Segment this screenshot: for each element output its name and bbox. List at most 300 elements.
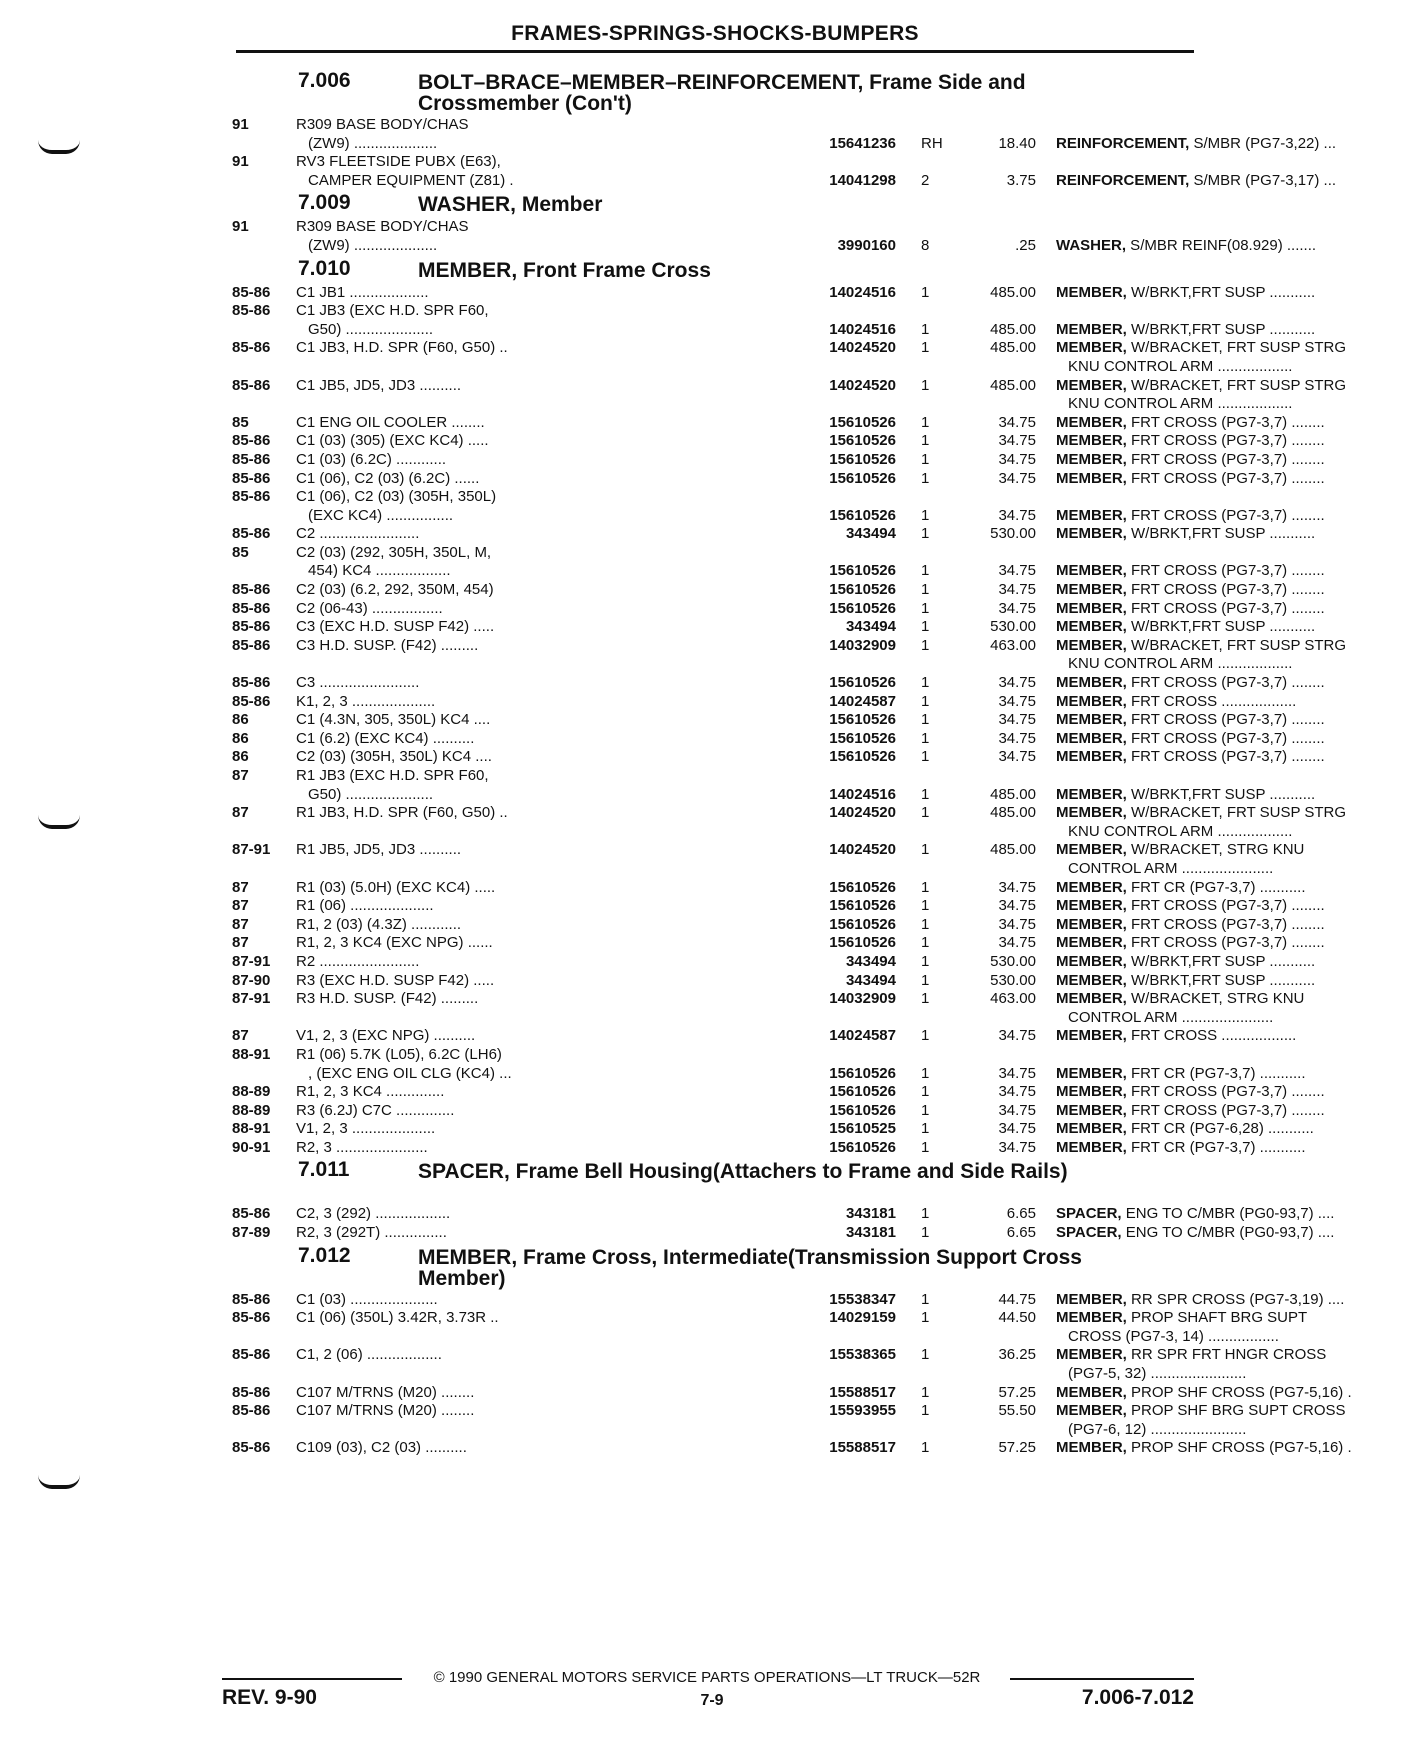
- quantity: 1: [921, 1205, 930, 1223]
- table-row: [228, 562, 1325, 581]
- table-row: [228, 1439, 1352, 1458]
- part-name: MEMBER, W/BRKT,FRT SUSP ...........: [1056, 283, 1316, 301]
- table-row: [228, 785, 1316, 805]
- section-title: BOLT–BRACE–MEMBER–REINFORCEMENT, Frame Side and Crossmember (Con't): [418, 71, 1026, 115]
- part-number: 15593955: [829, 1402, 896, 1420]
- price: 36.25: [998, 1346, 1036, 1364]
- model-year: 85-86: [232, 674, 271, 692]
- part-number: 343494: [845, 618, 896, 636]
- model-year: 87: [232, 1027, 249, 1045]
- price: 530.00: [990, 971, 1036, 989]
- quantity: 1: [921, 636, 930, 654]
- model-year: 85-86: [232, 581, 271, 599]
- model-year: 85-86: [232, 302, 271, 320]
- usage-description: R1 JB3, H.D. SPR (F60, G50) ..: [296, 804, 508, 822]
- quantity: 1: [921, 1383, 930, 1401]
- model-year: 86: [232, 748, 249, 766]
- usage-description: G50) .....................: [308, 785, 434, 803]
- quantity: 1: [921, 283, 930, 301]
- table-row: [228, 767, 1198, 786]
- part-name: MEMBER, FRT CROSS ..................: [1056, 692, 1297, 710]
- part-number: 15610526: [829, 934, 896, 952]
- section-title: MEMBER, Frame Cross, Intermediate(Transmission Support Cross Member): [418, 1245, 1082, 1290]
- model-year: 87: [232, 915, 249, 933]
- part-number: 14029159: [829, 1309, 896, 1327]
- part-number: 15610525: [829, 1120, 896, 1138]
- quantity: 2: [921, 171, 930, 189]
- part-number: 15610526: [829, 897, 896, 915]
- part-number: 15588517: [829, 1439, 896, 1457]
- table-row: [228, 674, 1325, 693]
- table-row: [228, 878, 1306, 898]
- model-year: 87-89: [232, 1224, 271, 1242]
- footer-rule: [1010, 1678, 1194, 1680]
- price: 34.75: [998, 711, 1036, 729]
- part-number: 15610526: [829, 674, 896, 692]
- binder-hole-mark: [38, 815, 80, 829]
- table-row: [228, 581, 1325, 600]
- usage-description: G50) .....................: [308, 320, 434, 338]
- quantity: 1: [921, 450, 930, 468]
- usage-description: C1 JB5, JD5, JD3 ..........: [296, 376, 462, 394]
- table-row: [228, 339, 1347, 376]
- usage-description: C1 JB3, H.D. SPR (F60, G50) ..: [296, 339, 508, 357]
- price: 6.65: [1006, 1205, 1036, 1223]
- part-number: 14024587: [829, 692, 896, 710]
- table-row: [228, 134, 1337, 154]
- model-year: 85-86: [232, 1439, 271, 1457]
- table-row: [228, 711, 1325, 730]
- model-year: 85-86: [232, 525, 271, 543]
- section-heading: [228, 1243, 1198, 1291]
- price: 34.75: [998, 562, 1036, 580]
- price: 44.75: [998, 1290, 1036, 1308]
- part-number: 3990160: [837, 236, 896, 254]
- part-number: 15610526: [829, 729, 896, 747]
- usage-description: R309 BASE BODY/CHAS: [296, 218, 469, 236]
- model-year: 87-91: [232, 952, 271, 970]
- table-row: [228, 897, 1325, 916]
- model-year: 85-86: [232, 376, 271, 394]
- section-number: 7.010: [298, 256, 351, 280]
- price: .25: [1015, 236, 1036, 254]
- part-number: 15610526: [829, 1064, 896, 1082]
- model-year: 85-86: [232, 1205, 271, 1223]
- quantity: RH: [921, 134, 943, 152]
- price: 34.75: [998, 1101, 1036, 1119]
- table-row: [228, 525, 1316, 544]
- price: 463.00: [990, 990, 1036, 1008]
- price: 6.65: [1006, 1224, 1036, 1242]
- part-name: MEMBER, W/BRACKET, STRG KNU CONTROL ARM ......................: [1056, 841, 1305, 877]
- part-name: MEMBER, PROP SHF BRG SUPT CROSS (PG7-6, 12) .......................: [1056, 1402, 1346, 1438]
- part-name: MEMBER, W/BRKT,FRT SUSP ...........: [1056, 320, 1316, 338]
- part-name: SPACER, ENG TO C/MBR (PG0-93,7) ....: [1056, 1224, 1335, 1242]
- model-year: 91: [232, 116, 249, 133]
- quantity: 1: [921, 674, 930, 692]
- table-row: [228, 748, 1325, 767]
- price: 34.75: [998, 878, 1036, 896]
- table-row: [228, 376, 1347, 414]
- usage-description: C2, 3 (292) ..................: [296, 1205, 451, 1223]
- price: 34.75: [998, 599, 1036, 617]
- model-year: 87: [232, 804, 249, 822]
- quantity: 1: [921, 562, 930, 580]
- part-number: 15610526: [829, 1101, 896, 1119]
- model-year: 87: [232, 767, 249, 784]
- quantity: 8: [921, 236, 930, 254]
- price: 485.00: [990, 339, 1036, 357]
- table-row: [228, 1402, 1346, 1439]
- table-row: [228, 1083, 1325, 1102]
- table-row: [228, 841, 1305, 878]
- quantity: 1: [921, 1083, 930, 1101]
- usage-description: R2, 3 (292T) ...............: [296, 1224, 447, 1242]
- part-name: REINFORCEMENT, S/MBR (PG7-3,22) ...: [1056, 134, 1337, 152]
- table-row: [228, 599, 1325, 619]
- quantity: 1: [921, 711, 930, 729]
- table-row: [228, 1064, 1306, 1084]
- footer-section-range: 7.006-7.012: [1081, 1686, 1194, 1709]
- price: 34.75: [998, 581, 1036, 599]
- usage-description: R3 H.D. SUSP. (F42) .........: [296, 990, 479, 1008]
- usage-description: R1 (06) 5.7K (L05), 6.2C (LH6): [296, 1045, 502, 1063]
- part-name: MEMBER, PROP SHF CROSS (PG7-5,16) .: [1056, 1383, 1352, 1401]
- part-name: SPACER, ENG TO C/MBR (PG0-93,7) ....: [1056, 1205, 1335, 1223]
- usage-description: C1 (06), C2 (03) (305H, 350L): [296, 488, 497, 506]
- table-row: [228, 1309, 1308, 1346]
- model-year: 85-86: [232, 432, 271, 450]
- part-name: MEMBER, PROP SHF CROSS (PG7-5,16) .: [1056, 1439, 1352, 1457]
- quantity: 1: [921, 692, 930, 710]
- model-year: 85-86: [232, 283, 271, 301]
- part-number: 14024516: [829, 320, 896, 338]
- price: 34.75: [998, 450, 1036, 468]
- part-name: MEMBER, W/BRKT,FRT SUSP ...........: [1056, 618, 1316, 636]
- model-year: 85-86: [232, 599, 271, 617]
- part-number: 343181: [845, 1224, 896, 1242]
- quantity: 1: [921, 971, 930, 989]
- table-row: [228, 488, 1198, 507]
- part-number: 15610526: [829, 1138, 896, 1156]
- table-row: [228, 934, 1325, 953]
- table-row: [228, 729, 1325, 749]
- price: 34.75: [998, 729, 1036, 747]
- part-name: MEMBER, W/BRACKET, FRT SUSP STRG KNU CONTROL ARM ..................: [1056, 339, 1347, 375]
- part-name: MEMBER, W/BRACKET, FRT SUSP STRG KNU CONTROL ARM ..................: [1056, 804, 1347, 840]
- part-number: 14024520: [829, 376, 896, 394]
- part-name: MEMBER, FRT CROSS (PG7-3,7) ........: [1056, 674, 1325, 692]
- price: 3.75: [1006, 171, 1036, 189]
- usage-description: C3 (EXC H.D. SUSP F42) .....: [296, 618, 495, 636]
- part-name: MEMBER, RR SPR CROSS (PG7-3,19) ....: [1056, 1290, 1345, 1308]
- price: 57.25: [998, 1383, 1036, 1401]
- price: 34.75: [998, 674, 1036, 692]
- section-number: 7.011: [298, 1158, 350, 1182]
- usage-description: R1 (06) ....................: [296, 897, 434, 915]
- usage-description: C1 (4.3N, 305, 350L) KC4 ....: [296, 711, 491, 729]
- usage-description: R309 BASE BODY/CHAS: [296, 116, 469, 133]
- model-year: 88-89: [232, 1083, 271, 1101]
- part-name: MEMBER, FRT CROSS (PG7-3,7) ........: [1056, 1083, 1325, 1101]
- quantity: 1: [921, 1101, 930, 1119]
- page-header: FRAMES-SPRINGS-SHOCKS-BUMPERS: [511, 22, 919, 45]
- table-row: [228, 1101, 1325, 1121]
- table-row: [228, 1383, 1352, 1403]
- table-row: [228, 971, 1316, 991]
- usage-description: C1 JB3 (EXC H.D. SPR F60,: [296, 302, 489, 320]
- model-year: 85-86: [232, 488, 271, 506]
- model-year: 86: [232, 711, 249, 729]
- table-row: [228, 692, 1297, 712]
- part-name: MEMBER, FRT CROSS (PG7-3,7) ........: [1056, 1101, 1325, 1119]
- usage-description: C109 (03), C2 (03) ..........: [296, 1439, 467, 1457]
- quantity: 1: [921, 1309, 930, 1327]
- part-name: MEMBER, FRT CROSS (PG7-3,7) ........: [1056, 432, 1325, 450]
- usage-description: (ZW9) ....................: [308, 134, 438, 152]
- part-number: 15610526: [829, 432, 896, 450]
- price: 18.40: [998, 134, 1036, 152]
- price: 34.75: [998, 1064, 1036, 1082]
- usage-description: R3 (EXC H.D. SUSP F42) .....: [296, 971, 495, 989]
- quantity: 1: [921, 599, 930, 617]
- part-name: MEMBER, FRT CR (PG7-6,28) ...........: [1056, 1120, 1314, 1138]
- quantity: 1: [921, 1439, 930, 1457]
- price: 34.75: [998, 432, 1036, 450]
- usage-description: R1, 2, 3 KC4 (EXC NPG) ......: [296, 934, 493, 952]
- model-year: 85-86: [232, 692, 271, 710]
- part-number: 15610526: [829, 711, 896, 729]
- usage-description: C1 (03) .....................: [296, 1290, 438, 1308]
- price: 34.75: [998, 1083, 1036, 1101]
- usage-description: , (EXC ENG OIL CLG (KC4) ...: [308, 1064, 512, 1082]
- table-row: [228, 952, 1316, 972]
- usage-description: C107 M/TRNS (M20) ........: [296, 1383, 475, 1401]
- quantity: 1: [921, 952, 930, 970]
- usage-description: C1 JB1 ...................: [296, 283, 429, 301]
- binder-hole-mark: [38, 140, 80, 154]
- table-row: [228, 618, 1316, 637]
- usage-description: C2 (03) (305H, 350L) KC4 ....: [296, 748, 492, 766]
- price: 485.00: [990, 376, 1036, 394]
- usage-description: (EXC KC4) ................: [308, 506, 454, 524]
- model-year: 85-86: [232, 450, 271, 468]
- section-heading: [228, 69, 1198, 116]
- part-number: 15538347: [829, 1290, 896, 1308]
- header-rule: [236, 50, 1194, 53]
- quantity: 1: [921, 1120, 930, 1138]
- table-row: [228, 302, 1198, 321]
- quantity: 1: [921, 1290, 930, 1308]
- section-number: 7.009: [298, 191, 351, 215]
- part-name: MEMBER, W/BRACKET, FRT SUSP STRG KNU CONTROL ARM ..................: [1056, 376, 1347, 413]
- part-name: MEMBER, FRT CROSS (PG7-3,7) ........: [1056, 748, 1325, 766]
- part-name: MEMBER, FRT CR (PG7-3,7) ...........: [1056, 1064, 1306, 1082]
- section-number: 7.012: [298, 1243, 351, 1267]
- model-year: 85-86: [232, 1402, 271, 1420]
- price: 34.75: [998, 934, 1036, 952]
- part-number: 15610526: [829, 450, 896, 468]
- part-number: 15610526: [829, 581, 896, 599]
- table-row: [228, 432, 1325, 451]
- quantity: 1: [921, 1064, 930, 1082]
- price: 55.50: [998, 1402, 1036, 1420]
- part-number: 15641236: [829, 134, 896, 152]
- price: 34.75: [998, 692, 1036, 710]
- part-name: MEMBER, FRT CROSS (PG7-3,7) ........: [1056, 469, 1325, 487]
- part-number: 14032909: [829, 636, 896, 654]
- table-row: [228, 218, 1198, 237]
- model-year: 88-91: [232, 1045, 271, 1063]
- quantity: 1: [921, 618, 930, 636]
- quantity: 1: [921, 376, 930, 394]
- model-year: 85-86: [232, 1290, 271, 1308]
- part-name: MEMBER, FRT CROSS (PG7-3,7) ........: [1056, 413, 1325, 431]
- table-row: [228, 236, 1317, 256]
- quantity: 1: [921, 432, 930, 450]
- model-year: 85-86: [232, 636, 271, 654]
- usage-description: C2 (03) (292, 305H, 350L, M,: [296, 543, 492, 561]
- table-row: [228, 469, 1325, 489]
- part-number: 15610526: [829, 413, 896, 431]
- quantity: 1: [921, 934, 930, 952]
- price: 530.00: [990, 952, 1036, 970]
- part-name: MEMBER, W/BRACKET, STRG KNU CONTROL ARM ......................: [1056, 990, 1305, 1026]
- part-name: MEMBER, FRT CR (PG7-3,7) ...........: [1056, 1138, 1306, 1156]
- model-year: 91: [232, 218, 249, 236]
- table-row: [228, 915, 1325, 935]
- part-number: 343181: [845, 1205, 896, 1223]
- usage-description: C1 (06) (350L) 3.42R, 3.73R ..: [296, 1309, 499, 1327]
- part-number: 15538365: [829, 1346, 896, 1364]
- quantity: 1: [921, 339, 930, 357]
- footer-rule: [222, 1678, 402, 1680]
- price: 34.75: [998, 915, 1036, 933]
- model-year: 87: [232, 934, 249, 952]
- part-name: MEMBER, FRT CROSS (PG7-3,7) ........: [1056, 562, 1325, 580]
- quantity: 1: [921, 897, 930, 915]
- usage-description: R2 ........................: [296, 952, 420, 970]
- section-title: SPACER, Frame Bell Housing(Attachers to Frame and Side Rails): [418, 1160, 1068, 1184]
- usage-description: C1 (03) (6.2C) ............: [296, 450, 447, 468]
- table-row: [228, 544, 1198, 563]
- table-row: [228, 1346, 1327, 1383]
- price: 485.00: [990, 841, 1036, 859]
- price: 34.75: [998, 748, 1036, 766]
- table-row: [228, 1205, 1335, 1224]
- table-row: [228, 1138, 1306, 1158]
- price: 34.75: [998, 1120, 1036, 1138]
- table-row: [228, 116, 1198, 135]
- model-year: 88-89: [232, 1101, 271, 1119]
- model-year: 87: [232, 897, 249, 915]
- usage-description: R3 (6.2J) C7C ..............: [296, 1101, 455, 1119]
- quantity: 1: [921, 990, 930, 1008]
- part-number: 15610526: [829, 878, 896, 896]
- part-number: 14032909: [829, 990, 896, 1008]
- part-name: WASHER, S/MBR REINF(08.929) .......: [1056, 236, 1317, 254]
- usage-description: R1, 2, 3 KC4 ..............: [296, 1083, 445, 1101]
- table-row: [228, 1224, 1335, 1243]
- table-row: [228, 636, 1347, 674]
- table-row: [228, 804, 1347, 841]
- usage-description: C3 ........................: [296, 674, 420, 692]
- part-name: MEMBER, FRT CROSS (PG7-3,7) ........: [1056, 599, 1325, 617]
- quantity: 1: [921, 878, 930, 896]
- part-number: 14024516: [829, 283, 896, 301]
- section-title: WASHER, Member: [418, 193, 603, 217]
- price: 485.00: [990, 804, 1036, 822]
- model-year: 87-91: [232, 990, 271, 1008]
- model-year: 85-86: [232, 1309, 271, 1327]
- model-year: 87: [232, 878, 249, 896]
- model-year: 85: [232, 543, 249, 561]
- quantity: 1: [921, 413, 930, 431]
- usage-description: V1, 2, 3 (EXC NPG) ..........: [296, 1027, 476, 1045]
- price: 57.25: [998, 1439, 1036, 1457]
- usage-description: C2 (06-43) .................: [296, 599, 443, 617]
- model-year: 85-86: [232, 469, 271, 487]
- usage-description: C3 H.D. SUSP. (F42) .........: [296, 636, 479, 654]
- quantity: 1: [921, 506, 930, 524]
- quantity: 1: [921, 469, 930, 487]
- usage-description: 454) KC4 ..................: [308, 562, 451, 580]
- usage-description: RV3 FLEETSIDE PUBX (E63),: [296, 153, 501, 171]
- part-name: MEMBER, FRT CROSS (PG7-3,7) ........: [1056, 450, 1325, 468]
- table-row: [228, 413, 1325, 433]
- model-year: 85-86: [232, 1383, 271, 1401]
- part-number: 14024520: [829, 804, 896, 822]
- part-number: 15588517: [829, 1383, 896, 1401]
- price: 34.75: [998, 1138, 1036, 1156]
- quantity: 1: [921, 804, 930, 822]
- part-name: MEMBER, W/BRKT,FRT SUSP ...........: [1056, 785, 1316, 803]
- part-number: 15610526: [829, 915, 896, 933]
- part-number: 14024516: [829, 785, 896, 803]
- part-name: MEMBER, FRT CROSS (PG7-3,7) ........: [1056, 729, 1325, 747]
- quantity: 1: [921, 915, 930, 933]
- footer-revision: REV. 9-90: [222, 1686, 317, 1709]
- part-number: 15610526: [829, 599, 896, 617]
- quantity: 1: [921, 1138, 930, 1156]
- part-name: MEMBER, FRT CROSS (PG7-3,7) ........: [1056, 711, 1325, 729]
- usage-description: C1 (06), C2 (03) (6.2C) ......: [296, 469, 480, 487]
- part-name: MEMBER, FRT CR (PG7-3,7) ...........: [1056, 878, 1306, 896]
- part-number: 343494: [845, 525, 896, 543]
- table-row: [228, 506, 1325, 526]
- part-name: MEMBER, W/BRKT,FRT SUSP ...........: [1056, 952, 1316, 970]
- usage-description: V1, 2, 3 ....................: [296, 1120, 436, 1138]
- model-year: 90-91: [232, 1138, 271, 1156]
- part-name: MEMBER, W/BRKT,FRT SUSP ...........: [1056, 971, 1316, 989]
- part-number: 343494: [845, 971, 896, 989]
- part-name: MEMBER, W/BRKT,FRT SUSP ...........: [1056, 525, 1316, 543]
- quantity: 1: [921, 581, 930, 599]
- price: 34.75: [998, 469, 1036, 487]
- model-year: 86: [232, 729, 249, 747]
- price: 485.00: [990, 283, 1036, 301]
- usage-description: C107 M/TRNS (M20) ........: [296, 1402, 475, 1420]
- part-name: MEMBER, FRT CROSS (PG7-3,7) ........: [1056, 506, 1325, 524]
- quantity: 1: [921, 785, 930, 803]
- usage-description: C1 (6.2) (EXC KC4) ..........: [296, 729, 475, 747]
- part-number: 15610526: [829, 748, 896, 766]
- table-row: [228, 450, 1325, 470]
- part-name: MEMBER, RR SPR FRT HNGR CROSS (PG7-5, 32) .......................: [1056, 1346, 1327, 1383]
- table-row: [228, 1290, 1345, 1310]
- part-name: MEMBER, FRT CROSS (PG7-3,7) ........: [1056, 934, 1325, 952]
- quantity: 1: [921, 320, 930, 338]
